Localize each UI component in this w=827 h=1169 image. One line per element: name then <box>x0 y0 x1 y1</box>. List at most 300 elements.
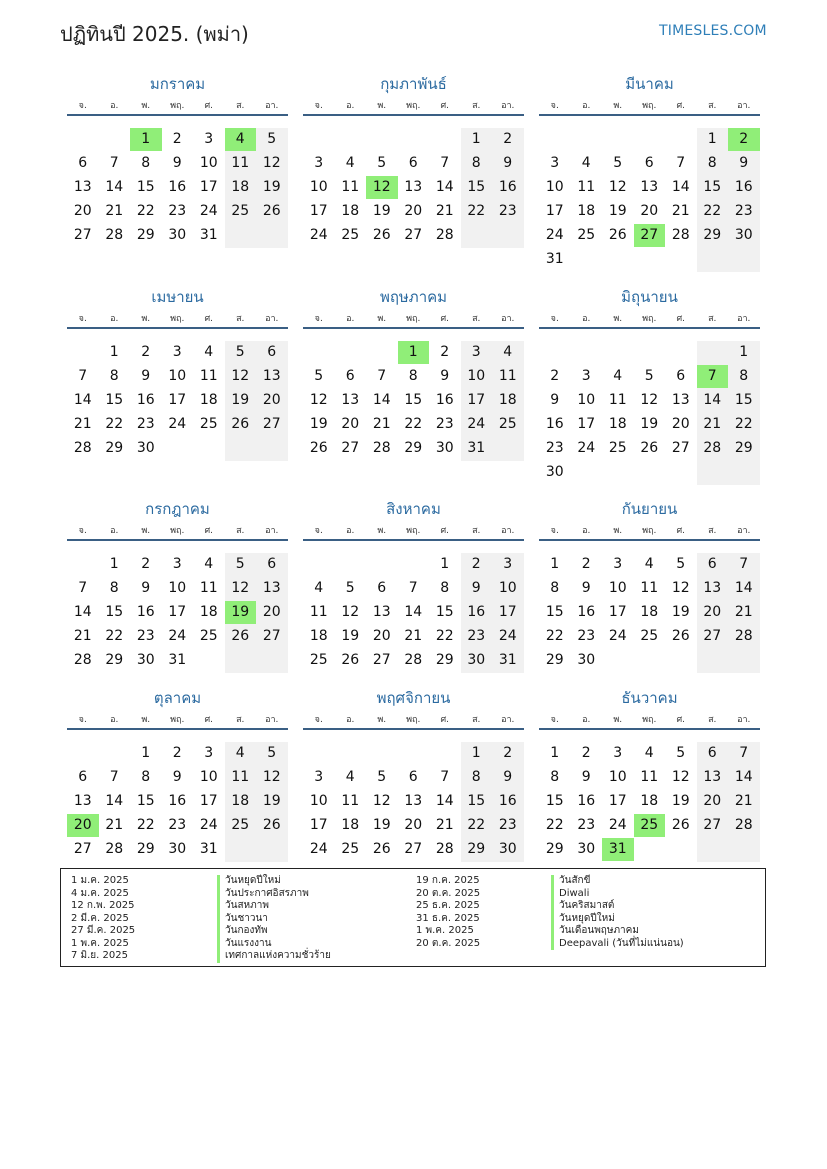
day-cell: 29 <box>703 227 722 243</box>
day-cell: 5 <box>314 368 324 384</box>
day-cell: 15 <box>105 392 124 408</box>
day-cell: 5 <box>235 344 245 360</box>
weekday-label: ส. <box>708 715 717 725</box>
day-cell: 14 <box>734 769 753 785</box>
day-cell: 16 <box>168 793 187 809</box>
day-cell: 4 <box>644 745 654 761</box>
day-cell: 16 <box>498 179 517 195</box>
month-name: มกราคม <box>149 75 206 93</box>
day-cell: 20 <box>404 203 423 219</box>
weekday-label: อา. <box>265 715 279 725</box>
day-cell: 8 <box>141 769 151 785</box>
month-name: มิถุนายน <box>621 288 678 306</box>
legend-holiday-name: Deepavali (วันที่ไม่แน่นอน) <box>551 938 684 951</box>
legend-date: 4 ม.ค. 2025 <box>71 887 129 899</box>
day-cell: 1 <box>109 556 119 572</box>
day-cell: 3 <box>613 556 623 572</box>
holiday-day-cell: 1 <box>130 128 162 151</box>
day-cell: 28 <box>671 227 690 243</box>
day-cell: 11 <box>640 580 659 596</box>
day-cell: 13 <box>404 179 423 195</box>
weekday-label: อ. <box>582 314 591 324</box>
day-cell: 16 <box>136 604 155 620</box>
day-cell: 31 <box>545 251 564 267</box>
day-cell: 22 <box>435 628 454 644</box>
weekday-label: อ. <box>346 526 355 536</box>
day-cell: 16 <box>498 793 517 809</box>
day-cell: 9 <box>172 155 182 171</box>
day-cell: 7 <box>78 580 88 596</box>
day-cell: 3 <box>550 155 560 171</box>
weekday-label: อา. <box>501 314 515 324</box>
day-cell: 21 <box>734 604 753 620</box>
weekday-label: ส. <box>236 314 245 324</box>
day-cell: 4 <box>345 155 355 171</box>
day-cell: 31 <box>498 652 517 668</box>
day-cell: 18 <box>498 392 517 408</box>
day-cell: 5 <box>377 769 387 785</box>
day-cell: 22 <box>136 817 155 833</box>
day-cell: 27 <box>262 628 281 644</box>
day-cell: 11 <box>231 155 250 171</box>
day-cell: 7 <box>739 745 749 761</box>
day-cell: 19 <box>671 604 690 620</box>
day-cell: 11 <box>341 179 360 195</box>
header-rule <box>539 539 760 541</box>
day-cell: 24 <box>168 628 187 644</box>
month-name: ตุลาคม <box>153 689 202 707</box>
day-cell: 29 <box>105 652 124 668</box>
day-cell: 8 <box>471 769 481 785</box>
day-cell: 30 <box>136 652 155 668</box>
day-cell: 2 <box>440 344 450 360</box>
day-cell: 11 <box>577 179 596 195</box>
day-cell: 25 <box>341 841 360 857</box>
day-cell: 26 <box>372 227 391 243</box>
day-cell: 24 <box>608 628 627 644</box>
day-cell: 17 <box>577 416 596 432</box>
day-cell: 10 <box>199 155 218 171</box>
day-cell: 15 <box>404 392 423 408</box>
day-cell: 29 <box>435 652 454 668</box>
day-cell: 15 <box>467 793 486 809</box>
page-title: ปฏิทินปี 2025. (พม่า) <box>60 22 249 46</box>
day-cell: 12 <box>640 392 659 408</box>
day-cell: 31 <box>199 841 218 857</box>
weekday-label: พ. <box>377 101 387 111</box>
day-cell: 21 <box>372 416 391 432</box>
day-cell: 4 <box>314 580 324 596</box>
month-name: กันยายน <box>621 500 678 518</box>
weekday-label: ศ. <box>204 314 214 324</box>
day-cell: 2 <box>503 131 513 147</box>
day-cell: 17 <box>309 203 328 219</box>
day-cell: 29 <box>545 841 564 857</box>
day-cell: 20 <box>341 416 360 432</box>
month-name: พฤศจิกายน <box>376 689 451 707</box>
day-cell: 8 <box>109 368 119 384</box>
weekday-label: อ. <box>110 101 119 111</box>
day-cell: 8 <box>471 155 481 171</box>
weekday-label: ศ. <box>676 101 686 111</box>
day-cell: 13 <box>73 179 92 195</box>
header-rule <box>539 327 760 329</box>
day-cell: 30 <box>577 841 596 857</box>
day-cell: 29 <box>734 440 753 456</box>
legend-holiday-name: วันประกาศอิสรภาพ <box>217 888 331 901</box>
day-cell: 8 <box>739 368 749 384</box>
legend-date: 31 ธ.ค. 2025 <box>416 912 480 924</box>
day-cell: 5 <box>613 155 623 171</box>
day-cell: 11 <box>199 580 218 596</box>
day-cell: 20 <box>703 793 722 809</box>
weekday-label: พฤ. <box>406 314 421 324</box>
month-name: มีนาคม <box>625 75 674 93</box>
weekday-label: ศ. <box>204 526 214 536</box>
header-rule <box>303 327 524 329</box>
day-cell: 6 <box>377 580 387 596</box>
day-cell: 6 <box>408 155 418 171</box>
day-cell: 1 <box>550 556 560 572</box>
day-cell: 20 <box>640 203 659 219</box>
legend-holiday-name: วันสักขี <box>551 875 684 888</box>
day-cell: 11 <box>341 793 360 809</box>
day-cell: 15 <box>734 392 753 408</box>
day-cell: 3 <box>503 556 513 572</box>
day-cell: 11 <box>309 604 328 620</box>
day-cell: 17 <box>467 392 486 408</box>
day-cell: 17 <box>309 817 328 833</box>
day-cell: 13 <box>73 793 92 809</box>
weekday-label: พฤ. <box>170 526 185 536</box>
day-cell: 10 <box>168 368 187 384</box>
day-cell: 23 <box>168 817 187 833</box>
day-cell: 10 <box>577 392 596 408</box>
day-cell: 13 <box>640 179 659 195</box>
day-cell: 3 <box>172 556 182 572</box>
day-cell: 8 <box>707 155 717 171</box>
legend-date: 27 มี.ค. 2025 <box>71 925 136 936</box>
legend-left-names <box>217 875 331 963</box>
day-cell: 17 <box>199 179 218 195</box>
day-cell: 17 <box>168 392 187 408</box>
day-cell: 18 <box>231 793 250 809</box>
day-cell: 22 <box>105 628 124 644</box>
weekday-label: อา. <box>737 715 751 725</box>
day-cell: 5 <box>267 745 277 761</box>
weekday-label: ศ. <box>204 101 214 111</box>
day-cell: 23 <box>577 817 596 833</box>
day-cell: 26 <box>262 203 281 219</box>
legend-date: 20 ต.ค. 2025 <box>416 937 481 949</box>
day-cell: 26 <box>231 416 250 432</box>
day-cell: 6 <box>267 556 277 572</box>
day-cell: 19 <box>372 817 391 833</box>
day-cell: 26 <box>262 817 281 833</box>
day-cell: 22 <box>545 817 564 833</box>
day-cell: 20 <box>671 416 690 432</box>
day-cell: 29 <box>136 841 155 857</box>
day-cell: 23 <box>545 440 564 456</box>
month-name: สิงหาคม <box>386 500 441 518</box>
day-cell: 4 <box>613 368 623 384</box>
weekday-label: จ. <box>314 715 323 725</box>
day-cell: 25 <box>640 628 659 644</box>
day-cell: 23 <box>168 203 187 219</box>
day-cell: 4 <box>581 155 591 171</box>
weekday-label: ศ. <box>440 715 450 725</box>
day-cell: 25 <box>231 203 250 219</box>
day-cell: 14 <box>435 179 454 195</box>
weekday-label: อ. <box>582 526 591 536</box>
weekday-label: พ. <box>141 715 151 725</box>
day-cell: 8 <box>109 580 119 596</box>
day-cell: 15 <box>136 179 155 195</box>
day-cell: 15 <box>467 179 486 195</box>
weekday-label: ศ. <box>440 101 450 111</box>
month-name: พฤษภาคม <box>379 288 448 306</box>
weekday-label: อ. <box>110 314 119 324</box>
day-cell: 25 <box>309 652 328 668</box>
weekday-label: อา. <box>501 526 515 536</box>
day-cell: 28 <box>105 227 124 243</box>
day-cell: 6 <box>267 344 277 360</box>
day-cell: 13 <box>404 793 423 809</box>
legend-holiday-name: วันเดือนพฤษภาคม <box>551 925 684 938</box>
day-cell: 12 <box>309 392 328 408</box>
day-cell: 29 <box>136 227 155 243</box>
day-cell: 19 <box>262 179 281 195</box>
day-cell: 11 <box>640 769 659 785</box>
day-cell: 22 <box>404 416 423 432</box>
weekday-label: พ. <box>613 101 623 111</box>
day-cell: 1 <box>141 745 151 761</box>
day-cell: 23 <box>467 628 486 644</box>
day-cell: 3 <box>314 769 324 785</box>
legend-holiday-name: วันคริสมาสต์ <box>551 900 684 913</box>
month-name: ธันวาคม <box>621 689 678 707</box>
legend-date: 25 ธ.ค. 2025 <box>416 900 480 911</box>
day-cell: 27 <box>262 416 281 432</box>
day-cell: 15 <box>435 604 454 620</box>
day-cell: 1 <box>440 556 450 572</box>
weekday-label: จ. <box>550 715 559 725</box>
weekday-label: ส. <box>236 526 245 536</box>
day-cell: 18 <box>199 392 218 408</box>
day-cell: 14 <box>105 179 124 195</box>
day-cell: 12 <box>262 769 281 785</box>
day-cell: 9 <box>503 769 513 785</box>
header-rule <box>303 539 524 541</box>
day-cell: 18 <box>341 817 360 833</box>
holiday-day-cell: 2 <box>728 128 760 151</box>
day-cell: 28 <box>372 440 391 456</box>
day-cell: 20 <box>404 817 423 833</box>
holiday-day-cell: 12 <box>366 176 398 199</box>
day-cell: 3 <box>204 745 214 761</box>
day-cell: 12 <box>671 769 690 785</box>
day-cell: 12 <box>372 793 391 809</box>
day-cell: 13 <box>372 604 391 620</box>
weekday-label: จ. <box>550 314 559 324</box>
day-cell: 3 <box>204 131 214 147</box>
day-cell: 26 <box>671 628 690 644</box>
day-cell: 2 <box>471 556 481 572</box>
legend-date: 7 มิ.ย. 2025 <box>71 950 128 961</box>
day-cell: 24 <box>168 416 187 432</box>
day-cell: 14 <box>734 580 753 596</box>
day-cell: 27 <box>404 227 423 243</box>
day-cell: 6 <box>707 556 717 572</box>
day-cell: 13 <box>671 392 690 408</box>
day-cell: 21 <box>73 416 92 432</box>
weekday-label: อา. <box>737 526 751 536</box>
day-cell: 28 <box>404 652 423 668</box>
day-cell: 2 <box>141 556 151 572</box>
month-name: กรกฎาคม <box>145 500 210 518</box>
holiday-day-cell: 31 <box>602 838 634 861</box>
day-cell: 8 <box>408 368 418 384</box>
day-cell: 11 <box>608 392 627 408</box>
weekday-label: พฤ. <box>406 715 421 725</box>
legend-holiday-name: เทศกาลแห่งความชั่วร้าย <box>217 950 331 963</box>
day-cell: 18 <box>640 793 659 809</box>
weekday-label: ศ. <box>676 526 686 536</box>
day-cell: 3 <box>613 745 623 761</box>
day-cell: 25 <box>498 416 517 432</box>
day-cell: 25 <box>577 227 596 243</box>
weekday-label: อ. <box>110 526 119 536</box>
day-cell: 14 <box>404 604 423 620</box>
weekday-label: จ. <box>314 526 323 536</box>
day-cell: 10 <box>608 769 627 785</box>
day-cell: 7 <box>408 580 418 596</box>
day-cell: 6 <box>78 155 88 171</box>
day-cell: 9 <box>581 769 591 785</box>
legend-date: 1 พ.ค. 2025 <box>71 937 129 949</box>
legend-date: 2 มี.ค. 2025 <box>71 912 129 924</box>
day-cell: 13 <box>262 580 281 596</box>
header-rule <box>303 728 524 730</box>
weekday-label: จ. <box>78 526 87 536</box>
weekday-label: ส. <box>472 314 481 324</box>
day-cell: 6 <box>644 155 654 171</box>
day-cell: 28 <box>734 817 753 833</box>
brand-link[interactable]: TIMESLES.COM <box>659 23 767 39</box>
day-cell: 4 <box>204 344 214 360</box>
header-rule <box>539 728 760 730</box>
weekday-label: ศ. <box>676 314 686 324</box>
day-cell: 15 <box>703 179 722 195</box>
day-cell: 13 <box>341 392 360 408</box>
day-cell: 21 <box>671 203 690 219</box>
legend-holiday-name: วันแรงงาน <box>217 938 331 951</box>
weekday-label: จ. <box>78 715 87 725</box>
weekday-label: ศ. <box>440 526 450 536</box>
day-cell: 30 <box>545 464 564 480</box>
day-cell: 20 <box>372 628 391 644</box>
day-cell: 24 <box>199 817 218 833</box>
weekday-label: อ. <box>582 101 591 111</box>
day-cell: 15 <box>545 604 564 620</box>
day-cell: 8 <box>550 769 560 785</box>
weekday-label: พ. <box>377 314 387 324</box>
day-cell: 12 <box>341 604 360 620</box>
holiday-day-cell: 7 <box>697 365 729 388</box>
day-cell: 18 <box>640 604 659 620</box>
day-cell: 22 <box>545 628 564 644</box>
day-cell: 23 <box>136 628 155 644</box>
day-cell: 30 <box>435 440 454 456</box>
day-cell: 7 <box>676 155 686 171</box>
day-cell: 20 <box>73 203 92 219</box>
day-cell: 30 <box>498 841 517 857</box>
day-cell: 16 <box>577 604 596 620</box>
weekday-label: พ. <box>613 715 623 725</box>
weekday-label: พฤ. <box>170 314 185 324</box>
day-cell: 29 <box>467 841 486 857</box>
day-cell: 26 <box>372 841 391 857</box>
day-cell: 30 <box>168 227 187 243</box>
holiday-day-cell: 19 <box>225 601 257 624</box>
header-rule <box>303 114 524 116</box>
day-cell: 24 <box>577 440 596 456</box>
day-cell: 6 <box>707 745 717 761</box>
day-cell: 1 <box>109 344 119 360</box>
weekday-label: พ. <box>141 314 151 324</box>
day-cell: 12 <box>231 368 250 384</box>
day-cell: 7 <box>440 769 450 785</box>
day-cell: 10 <box>168 580 187 596</box>
day-cell: 31 <box>199 227 218 243</box>
header-rule <box>67 327 288 329</box>
day-cell: 22 <box>105 416 124 432</box>
legend-holiday-name: Diwali <box>551 888 684 901</box>
day-cell: 2 <box>503 745 513 761</box>
day-cell: 1 <box>550 745 560 761</box>
holiday-day-cell: 25 <box>634 814 666 837</box>
day-cell: 30 <box>577 652 596 668</box>
holiday-legend <box>60 868 766 967</box>
day-cell: 22 <box>136 203 155 219</box>
weekday-label: พ. <box>141 101 151 111</box>
day-cell: 14 <box>105 793 124 809</box>
weekday-label: อ. <box>346 101 355 111</box>
weekday-label: จ. <box>550 101 559 111</box>
day-cell: 2 <box>581 556 591 572</box>
day-cell: 4 <box>345 769 355 785</box>
day-cell: 26 <box>671 817 690 833</box>
day-cell: 16 <box>168 179 187 195</box>
weekday-label: ส. <box>708 314 717 324</box>
day-cell: 18 <box>231 179 250 195</box>
day-cell: 16 <box>734 179 753 195</box>
legend-right-names <box>551 875 684 950</box>
legend-holiday-name: วันหยุดปีใหม่ <box>217 875 331 888</box>
day-cell: 22 <box>467 817 486 833</box>
day-cell: 19 <box>372 203 391 219</box>
header-rule <box>67 114 288 116</box>
day-cell: 10 <box>545 179 564 195</box>
weekday-label: พฤ. <box>642 715 657 725</box>
day-cell: 16 <box>467 604 486 620</box>
day-cell: 5 <box>345 580 355 596</box>
weekday-label: จ. <box>314 101 323 111</box>
day-cell: 25 <box>199 628 218 644</box>
day-cell: 19 <box>231 392 250 408</box>
weekday-label: อ. <box>582 715 591 725</box>
day-cell: 27 <box>703 628 722 644</box>
